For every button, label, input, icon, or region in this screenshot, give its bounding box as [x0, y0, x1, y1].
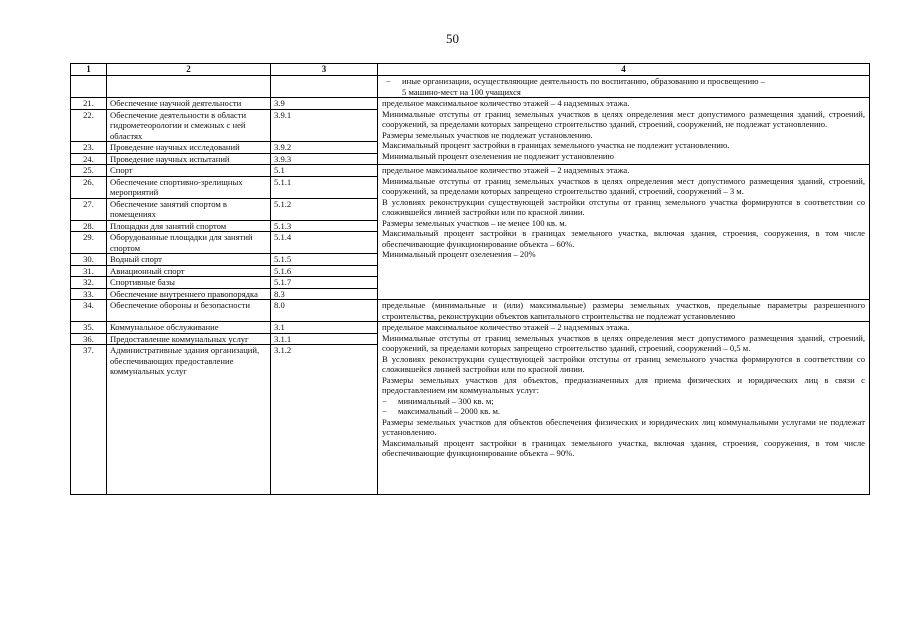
continuation-text: иные организации, осуществляющие деятельность по воспитанию, образованию и просвещению –	[402, 76, 765, 86]
group3-text-cell: предельные (минимальные и (или) максимальные) размеры земельных участков, предельные параметры разрешенного строительства, реконструкции объектов капитального строительства не подлежат установлению	[378, 300, 870, 322]
table-row: 24. Проведение научных испытаний 3.9.3	[71, 153, 870, 165]
table-row: 32. Спортивные базы 5.1.7	[71, 277, 870, 289]
table-row: 35. Коммунальное обслуживание 3.1 предельное максимальное количество этажей – 2 надземных этажа. Минимальные отступы от границ земельных участков в целях определения мест допустимого размещения зданий, строений, сооружений, за пределами которых запрещено строительство зданий, строений, сооружений – 0,5 м. В условиях реконструкции существующей застройки отступы от границ земельного участка формируются в соответствии со сложившейся линией застройки или по красной линии. Размеры земельных участков для объектов, предназначенных для приема физических и юридических лиц в связи с предоставлением им коммунальных услуг: − минимальный – 300 кв. м; − максимальный – 2000 кв. м. Размеры земельных участков для объектов обеспечения физических и юридических лиц коммунальными услугами не подлежат установлению. Максимальный процент застройки в границах земельного участка, включая здания, строения, сооружения, в том числе обеспечивающие функционирование объекта – 90%.	[71, 322, 870, 334]
table-row: 37. Административные здания организаций, обеспечивающих предоставление коммунальных услуг 3.1.2	[71, 345, 870, 495]
table-row: 30. Водный спорт 5.1.5	[71, 254, 870, 266]
table-row: 25. Спорт 5.1 предельное максимальное количество этажей – 2 надземных этажа. Минимальные отступы от границ земельных участков в целях определения мест допустимого размещения зданий, строений, сооружений, за пределами которых запрещено строительство зданий, строений, сооружений – 3 м. В условиях реконструкции существующей застройки отступы от границ земельного участка формируются в соответствии со сложившейся линией застройки или по красной линии. Размеры земельных участков – не менее 100 кв. м. Максимальный процент застройки в границах земельного участка, включая здания, строения, сооружения, в том числе обеспечивающие функционирование объекта – 60%. Минимальный процент озеленения – 20%	[71, 165, 870, 177]
header-col-4: 4	[378, 64, 870, 76]
table-row: 21. Обеспечение научной деятельности 3.9 предельное максимальное количество этажей – 4 надземных этажа. Минимальные отступы от границ земельных участков в целях определения мест допустимого размещения зданий, строений, сооружений, за пределами которых запрещено строительство зданий, строений, сооружений, не подлежат установлению. Размеры земельных участков не подлежат установлению. Максимальный процент застройки в границах земельного участка не подлежит установлению. Минимальный процент озеленения не подлежит установлению	[71, 98, 870, 110]
dash-bullet: −	[386, 76, 391, 86]
table-row: 31. Авиационный спорт 5.1.6	[71, 265, 870, 277]
page-number: 50	[446, 31, 459, 46]
header-col-1: 1	[71, 64, 107, 76]
bullet-list	[382, 396, 865, 417]
table-row: 28. Площадки для занятий спортом 5.1.3	[71, 220, 870, 232]
continuation-cell	[378, 76, 870, 98]
table-row: 22. Обеспечение деятельности в области гидрометеорологии и смежных с ней областях 3.9.1	[71, 109, 870, 142]
continuation-text-2: 5 машино-мест на 100 учащихся	[402, 86, 521, 97]
group2-text-cell: предельное максимальное количество этажей – 2 надземных этажа. Минимальные отступы от границ земельных участков в целях определения мест допустимого размещения зданий, строений, сооружений, за пределами которых запрещено строительство зданий, строений, сооружений – 3 м. В условиях реконструкции существующей застройки отступы от границ земельного участка формируются в соответствии со сложившейся линией застройки или по красной линии. Размеры земельных участков – не менее 100 кв. м. Максимальный процент застройки в границах земельного участка, включая здания, строения, сооружения, в том числе обеспечивающие функционирование объекта – 60%. Минимальный процент озеленения – 20%	[378, 165, 870, 300]
group1-text-cell: предельное максимальное количество этажей – 4 надземных этажа. Минимальные отступы от границ земельных участков в целях определения мест допустимого размещения зданий, строений, сооружений, за пределами которых запрещено строительство зданий, строений, сооружений, не подлежат установлению. Размеры земельных участков не подлежат установлению. Максимальный процент застройки в границах земельного участка не подлежит установлению. Минимальный процент озеленения не подлежит установлению	[378, 98, 870, 165]
group4-text-cell: предельное максимальное количество этажей – 2 надземных этажа. Минимальные отступы от границ земельных участков в целях определения мест допустимого размещения зданий, строений, сооружений, за пределами которых запрещено строительство зданий, строений, сооружений – 0,5 м. В условиях реконструкции существующей застройки отступы от границ земельного участка формируются в соответствии со сложившейся линией застройки или по красной линии. Размеры земельных участков для объектов, предназначенных для приема физических и юридических лиц в связи с предоставлением им коммунальных услуг: − минимальный – 300 кв. м; − максимальный – 2000 кв. м. Размеры земельных участков для объектов обеспечения физических и юридических лиц коммунальными услугами не подлежат установлению. Максимальный процент застройки в границах земельного участка, включая здания, строения, сооружения, в том числе обеспечивающие функционирование объекта – 90%.	[378, 322, 870, 495]
table-row: 27. Обеспечение занятий спортом в помещениях 5.1.2	[71, 198, 870, 220]
header-col-2: 2	[107, 64, 271, 76]
table-row: 29. Оборудованные площадки для занятий спортом 5.1.4	[71, 232, 870, 254]
header-col-3: 3	[271, 64, 378, 76]
header-row	[71, 64, 870, 76]
dash-bullet: −	[382, 395, 387, 406]
dash-bullet: −	[382, 406, 387, 416]
table-row: 36. Предоставление коммунальных услуг 3.1.1	[71, 333, 870, 345]
table-row: 34. Обеспечение обороны и безопасности 8.0 предельные (минимальные и (или) максимальные) размеры земельных участков, предельные параметры разрешенного строительства, реконструкции объектов капитального строительства не подлежат установлению	[71, 300, 870, 322]
list-item: − минимальный – 300 кв. м;	[382, 395, 494, 406]
regulations-table	[70, 63, 870, 495]
table-row: 23. Проведение научных исследований 3.9.2	[71, 142, 870, 154]
table-row	[71, 76, 870, 98]
table-row: 26. Обеспечение спортивно-зрелищных мероприятий 5.1.1	[71, 176, 870, 198]
table-row: 33. Обеспечение внутреннего правопорядка 8.3	[71, 288, 870, 300]
list-item: − максимальный – 2000 кв. м.	[382, 406, 501, 416]
